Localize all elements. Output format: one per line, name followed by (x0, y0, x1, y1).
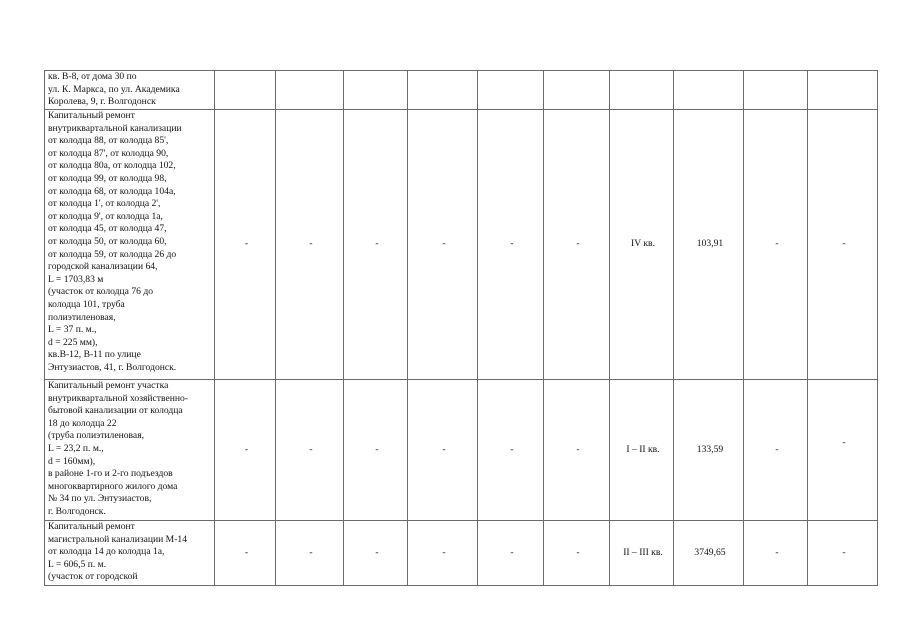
schedule-period-cell: II – III кв. (610, 521, 674, 586)
table-cell: - (408, 110, 478, 380)
table-cell (276, 71, 344, 110)
table-cell: - (808, 110, 878, 380)
table-row (45, 521, 878, 586)
table-cell: - (215, 521, 276, 586)
schedule-period-cell: IV кв. (610, 110, 674, 380)
schedule-period-cell: I – II кв. (610, 380, 674, 521)
table-cell: - (344, 380, 408, 521)
table-cell: - (744, 380, 808, 521)
table-cell: - (276, 110, 344, 380)
cost-cell: 103,91 (674, 110, 744, 380)
table-cell: - (215, 380, 276, 521)
table-cell (808, 71, 878, 110)
table-cell (408, 71, 478, 110)
table-row (45, 380, 878, 521)
table-cell: - (344, 110, 408, 380)
work-description: Капитальный ремонт магистральной канализации М-14 от колодца 14 до колодца 1а, L = 606,5 п. м. (участок от городской (45, 521, 215, 586)
table-cell: - (744, 110, 808, 380)
cost-cell: 3749,65 (674, 521, 744, 586)
cost-cell: 133,59 (674, 380, 744, 521)
work-description: Капитальный ремонт внутриквартальной канализации от колодца 88, от колодца 85', от колодца 87', от колодца 90, от колодца 80а, от колодца 102, от колодца 99, от колодца 98, от колодца 68, от колодца 104а, от колодца 1', от колодца 2', от колодца 9', от колодца 1а, от колодца 45, от колодца 47, от колодца 50, от колодца 60, от колодца 59, от колодца 26 до городской канализации 64, L = 1703,83 м (участок от колодца 76 до колодца 101, труба полиэтиленовая, L = 37 п. м., d = 225 мм), кв.В-12, В-11 по улице Энтузиастов, 41, г. Волгодонск. (45, 110, 215, 380)
table-cell (674, 71, 744, 110)
work-description: кв. В-8, от дома 30 по ул. К. Маркса, по ул. Академика Королева, 9, г. Волгодонск (45, 71, 215, 110)
table-row (45, 110, 878, 380)
table-cell: - (408, 521, 478, 586)
table-cell: - (808, 521, 878, 586)
table-cell: - (478, 110, 544, 380)
capital-repair-table (44, 70, 878, 586)
table-cell (544, 71, 610, 110)
dash-mark: - (842, 436, 846, 448)
table-cell: - (276, 521, 344, 586)
table-cell: - (276, 380, 344, 521)
table-cell (744, 71, 808, 110)
table-cell: - (478, 380, 544, 521)
table-cell: - (544, 521, 610, 586)
table-cell: - (744, 521, 808, 586)
table-cell (215, 71, 276, 110)
table-cell (610, 71, 674, 110)
table-cell: - (344, 521, 408, 586)
table-cell: - (215, 110, 276, 380)
table-row (45, 71, 878, 110)
work-description: Капитальный ремонт участка внутриквартальной хозяйственно- бытовой канализации от колодца 18 до колодца 22 (труба полиэтиленовая, L = 23,2 п. м., d = 160мм), в районе 1-го и 2-го подъездов многоквартирного жилого дома № 34 по ул. Энтузиастов, г. Волгодонск. (45, 380, 215, 521)
table-cell (344, 71, 408, 110)
table-cell (478, 71, 544, 110)
table-cell: - (478, 521, 544, 586)
table-cell: - (544, 110, 610, 380)
table-cell: - (408, 380, 478, 521)
table-cell (808, 380, 878, 521)
table-cell: - (544, 380, 610, 521)
